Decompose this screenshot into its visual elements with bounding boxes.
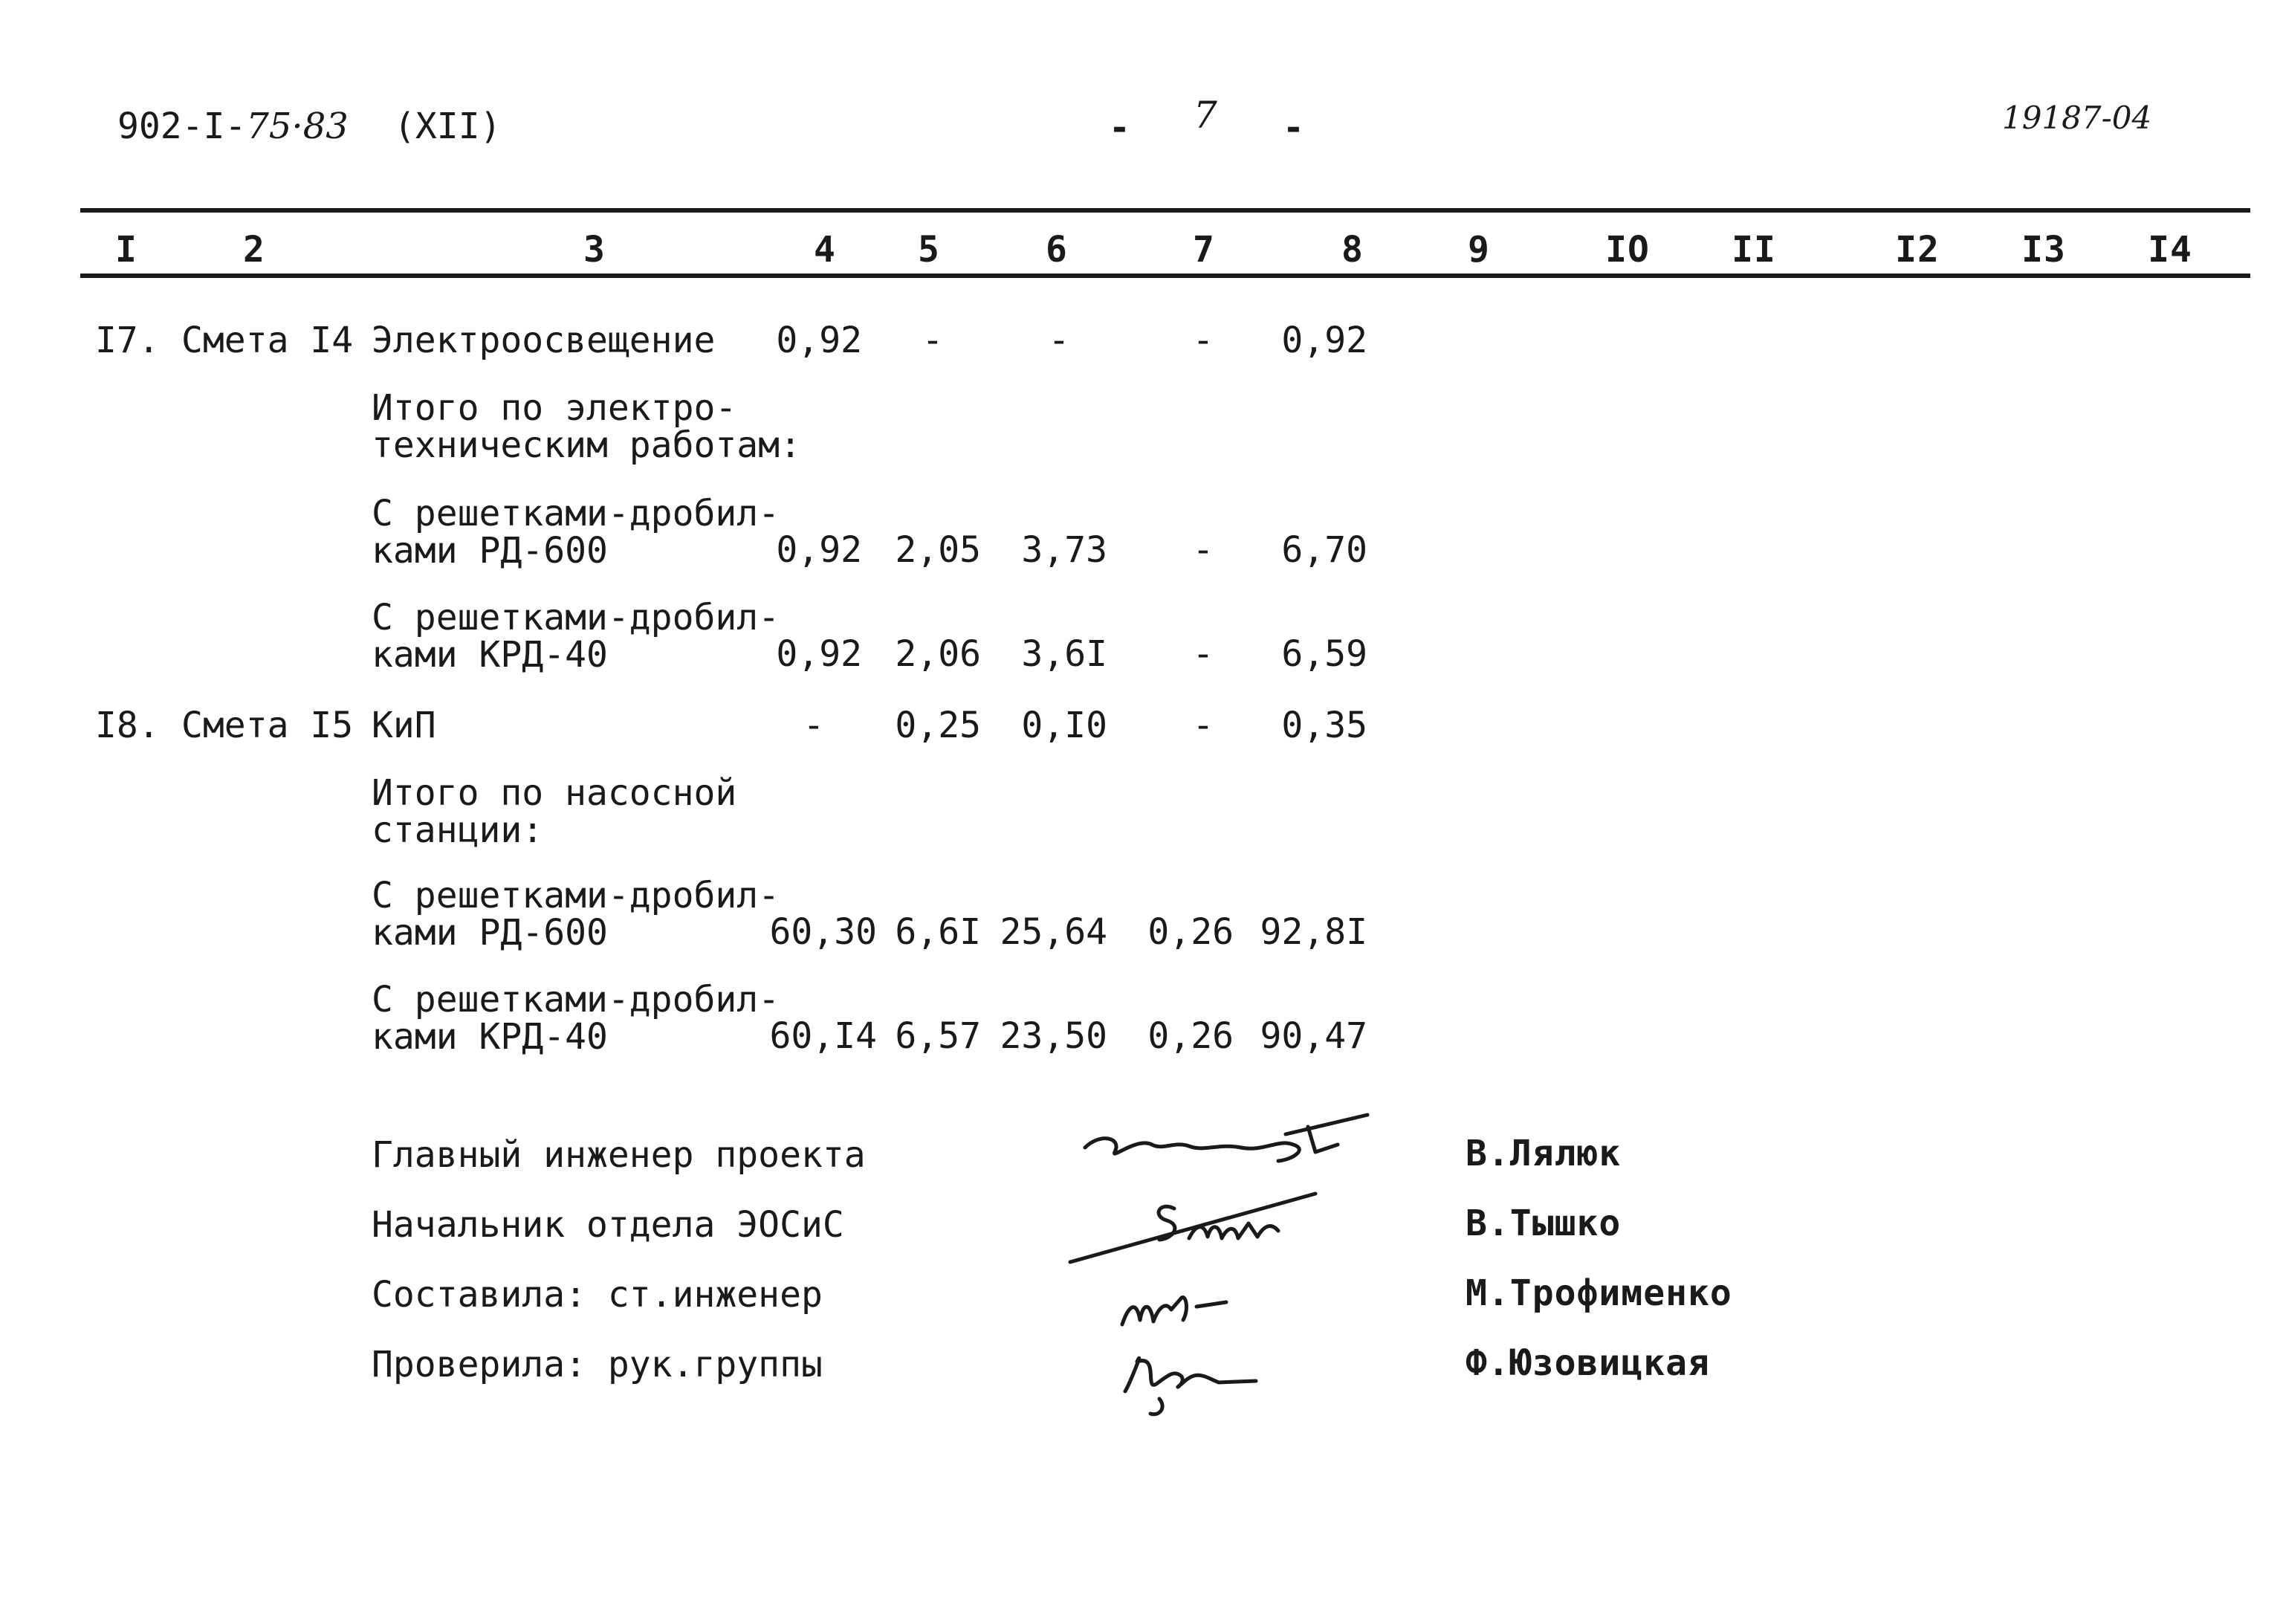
page-number: 7 xyxy=(1194,94,1217,137)
cell-col8: 0,92 xyxy=(1281,320,1367,361)
document-section: (XII) xyxy=(394,106,502,147)
signature-role: Главный инженер проекта xyxy=(372,1134,866,1176)
cell-col5: - xyxy=(922,320,944,361)
row-name: С решетками-дробил- ками РД-600 xyxy=(372,875,780,954)
cell-col5: 2,05 xyxy=(895,529,981,571)
cell-col7: - xyxy=(1192,633,1214,675)
row-reference: Смета I4 xyxy=(181,320,354,361)
cell-col5: 6,57 xyxy=(895,1015,981,1057)
cell-col6: 3,6I xyxy=(1021,633,1107,675)
row-name: КиП xyxy=(372,705,436,746)
table-header-rule xyxy=(80,274,2250,278)
row-number: I8. xyxy=(95,705,160,746)
cell-col4: - xyxy=(803,705,825,746)
row-name: Электроосвещение xyxy=(372,320,716,361)
handwritten-signature xyxy=(1070,1100,1367,1182)
column-header: 7 xyxy=(1193,229,1215,271)
cell-col7: 0,26 xyxy=(1147,1015,1234,1057)
cell-col5: 2,06 xyxy=(895,633,981,675)
table-top-rule xyxy=(80,208,2250,213)
cell-col6: 25,64 xyxy=(1000,911,1107,953)
column-header: I4 xyxy=(2148,229,2192,271)
cell-col8: 6,59 xyxy=(1281,633,1367,675)
cell-col4: 0,92 xyxy=(776,320,862,361)
column-header: 9 xyxy=(1468,229,1490,271)
signatory-name: Ф.Юзовицкая xyxy=(1466,1342,1710,1384)
document-code: 902-I-75·83 xyxy=(117,106,349,147)
column-header: 8 xyxy=(1341,229,1364,271)
signature-role: Проверила: рук.группы xyxy=(372,1344,823,1385)
column-header: I2 xyxy=(1895,229,1940,271)
cell-col4: 60,30 xyxy=(769,911,877,953)
cell-col8: 92,8I xyxy=(1260,911,1367,953)
cell-col4: 0,92 xyxy=(776,633,862,675)
handwritten-signature xyxy=(1063,1179,1345,1275)
column-header: 6 xyxy=(1046,229,1068,271)
archive-number: 19187-04 xyxy=(2002,100,2152,136)
cell-col6: 0,I0 xyxy=(1021,705,1107,746)
cell-col8: 0,35 xyxy=(1281,705,1367,746)
handwritten-signature xyxy=(1115,1272,1278,1421)
cell-col6: 23,50 xyxy=(1000,1015,1107,1057)
row-name: С решетками-дробил- ками РД-600 xyxy=(372,493,780,572)
page-dash-right: - xyxy=(1283,107,1304,149)
signatory-name: В.Лялюк xyxy=(1466,1133,1622,1174)
signature-role: Начальник отдела ЭОСиС xyxy=(372,1204,844,1246)
column-header: I xyxy=(115,229,137,271)
cell-col7: - xyxy=(1192,320,1214,361)
row-number: I7. xyxy=(95,320,160,361)
signatory-name: В.Тышко xyxy=(1466,1203,1622,1244)
cell-col4: 0,92 xyxy=(776,529,862,571)
cell-col7: - xyxy=(1192,705,1214,746)
cell-col5: 0,25 xyxy=(895,705,981,746)
cell-col5: 6,6I xyxy=(895,911,981,953)
signature-role: Составила: ст.инженер xyxy=(372,1274,823,1316)
cell-col7: - xyxy=(1192,529,1214,571)
cell-col8: 6,70 xyxy=(1281,529,1367,571)
subtotal-heading: Итого по насосной станции: xyxy=(372,772,737,851)
page-dash-left: - xyxy=(1109,107,1130,149)
cell-col6: - xyxy=(1048,320,1070,361)
row-name: С решетками-дробил- ками КРД-40 xyxy=(372,597,780,676)
cell-col8: 90,47 xyxy=(1260,1015,1367,1057)
column-header: 5 xyxy=(918,229,940,271)
column-header: IO xyxy=(1605,229,1650,271)
column-header: I3 xyxy=(2021,229,2066,271)
row-name: С решетками-дробил- ками КРД-40 xyxy=(372,979,780,1058)
cell-col4: 60,I4 xyxy=(769,1015,877,1057)
subtotal-heading: Итого по электро- техническим работам: xyxy=(372,387,801,466)
cell-col6: 3,73 xyxy=(1021,529,1107,571)
signatory-name: М.Трофименко xyxy=(1466,1272,1732,1314)
column-header: II xyxy=(1732,229,1776,271)
column-header: 2 xyxy=(243,229,265,271)
column-header: 3 xyxy=(583,229,606,271)
column-header: 4 xyxy=(814,229,836,271)
row-reference: Смета I5 xyxy=(181,705,354,746)
cell-col7: 0,26 xyxy=(1147,911,1234,953)
